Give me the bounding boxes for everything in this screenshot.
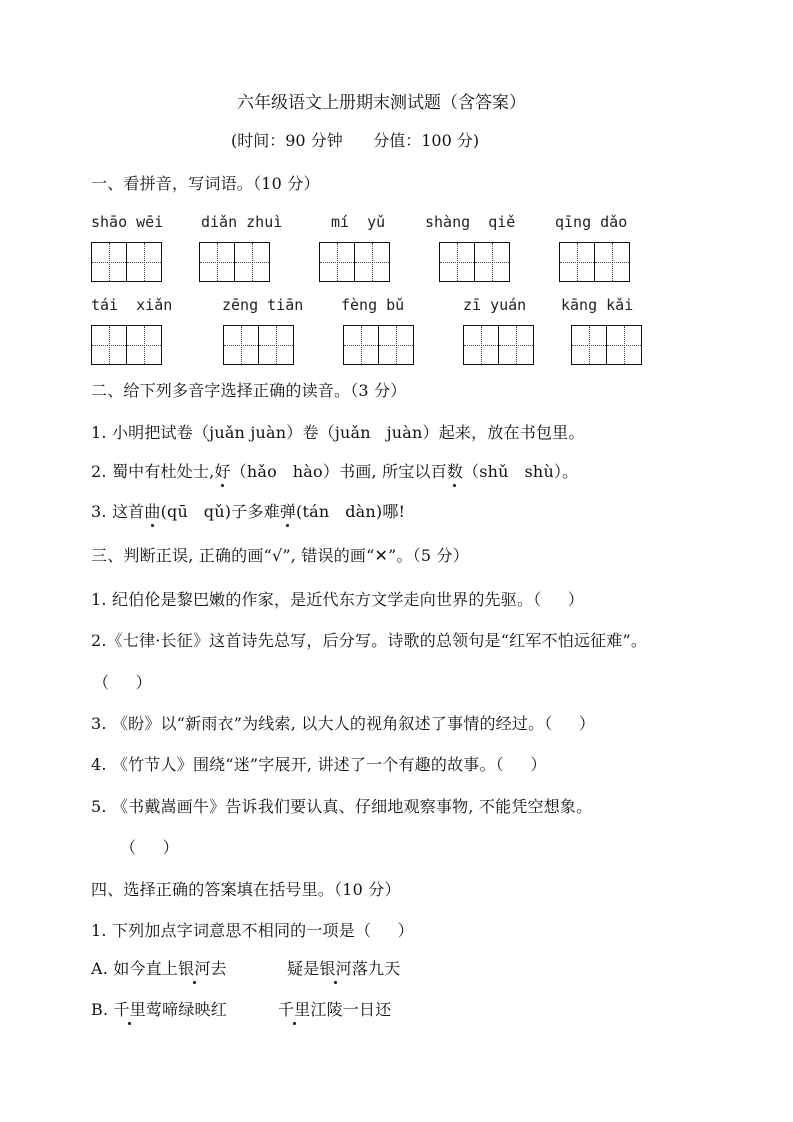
question-3-4: 4. 《竹节人》围绕“迷”字展开, 讲述了一个有趣的故事。（ ） [91, 755, 547, 774]
option-text: 去 [210, 959, 227, 978]
question-3-2: 2.《七律·长征》这首诗先总写，后分写。诗歌的总领句是“红军不怕远征难”。 [91, 631, 648, 650]
option-text: 江陵一日还 [310, 1000, 392, 1019]
char-cell[interactable] [440, 243, 474, 281]
pinyin-label: kāng kǎi [561, 296, 634, 314]
tianzige-box[interactable] [343, 325, 414, 365]
tianzige-box[interactable] [91, 242, 162, 282]
pinyin-label: diǎn zhuì [201, 213, 283, 231]
char-cell[interactable] [258, 326, 293, 364]
section-3-heading: 三、判断正误, 正确的画“√”, 错误的画“✕”。（5 分） [91, 546, 469, 565]
char-cell[interactable] [474, 243, 509, 281]
option-a-2 [287, 956, 400, 979]
pinyin-label: tái xiǎn [91, 296, 173, 314]
tianzige-box[interactable] [91, 325, 162, 365]
char-cell[interactable] [606, 326, 641, 364]
char-cell[interactable] [354, 243, 389, 281]
question-3-1: 1. 纪伯伦是黎巴嫩的作家，是近代东方文学走向世界的先驱。（ ） [91, 590, 584, 609]
dotted-char: 数 [447, 459, 463, 482]
dotted-word: 千里 [278, 997, 310, 1020]
pinyin-label: zī yuán [463, 296, 527, 314]
char-cell[interactable] [92, 243, 126, 281]
question-2-2 [91, 459, 578, 482]
pinyin-label: mí yǔ [331, 213, 386, 231]
tianzige-box[interactable] [199, 242, 270, 282]
exam-subtitle: (时间：90 分钟 分值：100 分) [231, 131, 480, 150]
char-cell[interactable] [320, 243, 354, 281]
char-cell[interactable] [498, 326, 533, 364]
answer-blank[interactable]: （ ） [120, 838, 179, 857]
option-a[interactable] [91, 956, 227, 979]
char-cell[interactable] [200, 243, 234, 281]
option-label: B. [91, 1000, 114, 1019]
pinyin-label: shàng qiě [425, 213, 516, 231]
option-text: 疑是 [287, 959, 320, 978]
answer-blank[interactable]: （ ） [93, 673, 152, 692]
question-text: (qū qǔ)子多难 [160, 502, 280, 521]
tianzige-box[interactable] [319, 242, 390, 282]
dotted-word: 银河 [319, 956, 351, 979]
option-text: 莺啼绿映红 [145, 1000, 227, 1019]
question-text: （hǎo hào）书画, 所宝以百 [230, 462, 447, 481]
option-text: 落九天 [351, 959, 401, 978]
char-cell[interactable] [126, 326, 161, 364]
dotted-word: 千里 [114, 997, 146, 1020]
question-3-5: 5. 《书戴嵩画牛》告诉我们要认真、仔细地观察事物, 不能凭空想象。 [91, 797, 593, 816]
question-4-1: 1. 下列加点字词意思不相同的一项是（ ） [91, 921, 414, 940]
question-text: 2. 蜀中有杜处士, [91, 462, 215, 481]
char-cell[interactable] [224, 326, 258, 364]
char-cell[interactable] [594, 243, 629, 281]
question-3-3: 3. 《盼》以“新雨衣”为线索, 以大人的视角叙述了事情的经过。（ ） [91, 714, 596, 733]
pinyin-label: zēng tiān [222, 296, 304, 314]
dotted-word: 银河 [178, 956, 210, 979]
dotted-char: 好 [214, 459, 230, 482]
exam-title: 六年级语文上册期末测试题（含答案） [237, 93, 526, 113]
tianzige-box[interactable] [559, 242, 630, 282]
question-2-3 [91, 499, 405, 522]
option-label: A. 如今直上 [91, 959, 179, 978]
char-cell[interactable] [126, 243, 161, 281]
question-2-1: 1. 小明把试卷（juǎn juàn）卷（juǎn juàn）起来，放在书包里。 [91, 423, 585, 442]
tianzige-box[interactable] [571, 325, 642, 365]
section-2-heading: 二、给下列多音字选择正确的读音。（3 分） [91, 381, 407, 400]
char-cell[interactable] [572, 326, 606, 364]
question-text: (tán dàn)哪! [296, 502, 406, 521]
pinyin-label: fèng bǔ [341, 296, 405, 314]
char-cell[interactable] [92, 326, 126, 364]
tianzige-box[interactable] [463, 325, 534, 365]
pinyin-label: shāo wēi [91, 213, 164, 231]
pinyin-label: qīng dǎo [555, 213, 628, 231]
char-cell[interactable] [560, 243, 594, 281]
char-cell[interactable] [378, 326, 413, 364]
char-cell[interactable] [464, 326, 498, 364]
section-1-heading: 一、看拼音，写词语。（10 分） [91, 174, 320, 193]
dotted-char: 弹 [280, 499, 296, 522]
question-text: 3. 这首 [91, 502, 145, 521]
section-4-heading: 四、选择正确的答案填在括号里。（10 分） [91, 880, 401, 899]
dotted-char: 曲 [144, 499, 160, 522]
char-cell[interactable] [234, 243, 269, 281]
option-b[interactable] [91, 997, 227, 1020]
char-cell[interactable] [344, 326, 378, 364]
tianzige-box[interactable] [439, 242, 510, 282]
tianzige-box[interactable] [223, 325, 294, 365]
question-text: （shǔ shù）。 [463, 462, 579, 481]
option-b-2 [278, 997, 391, 1020]
